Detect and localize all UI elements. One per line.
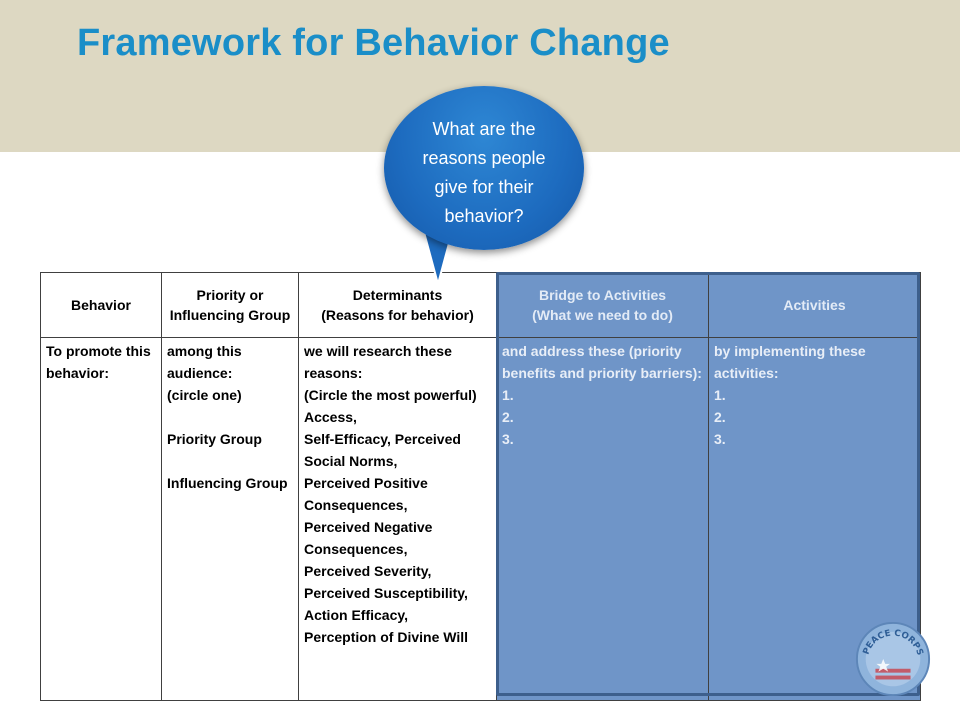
determinants-instruction: (Circle the most powerful) — [304, 387, 477, 403]
determinant-item: Perception of Divine Will — [304, 629, 469, 645]
determinant-item: Perceived Severity, — [304, 563, 432, 579]
slide-title: Framework for Behavior Change — [77, 22, 670, 64]
priority-option-influencing-group: Influencing Group — [167, 475, 288, 491]
determinant-item: Perceived Negative Consequences, — [304, 519, 433, 557]
priority-instruction: (circle one) — [167, 387, 242, 403]
determinant-item: Perceived Positive Consequences, — [304, 475, 428, 513]
header-determinants-line2: (Reasons for behavior) — [321, 307, 474, 323]
speech-bubble-text: What are the reasons people give for their behavior? — [422, 119, 546, 226]
peace-corps-logo — [854, 620, 932, 698]
header-behavior: Behavior — [41, 273, 162, 338]
bridge-intro: and address these (priority benefits and priority barriers): — [502, 343, 702, 381]
header-activities: Activities — [709, 273, 921, 338]
determinant-item: Action Efficacy, — [304, 607, 408, 623]
header-priority-group: Priority or Influencing Group — [162, 273, 299, 338]
activity-item: 3. — [714, 431, 726, 447]
priority-intro: among this audience: — [167, 343, 242, 381]
spacer — [167, 406, 293, 428]
bridge-item: 1. — [502, 387, 514, 403]
bridge-item: 2. — [502, 409, 514, 425]
activity-item: 1. — [714, 387, 726, 403]
header-bridge-line2: (What we need to do) — [532, 307, 673, 323]
behavior-cell: To promote this behavior: — [41, 338, 162, 701]
determinants-cell — [299, 338, 497, 701]
activities-intro: by implementing these activities: — [714, 343, 866, 381]
priority-cell — [162, 338, 299, 701]
determinant-item: Access, — [304, 409, 357, 425]
spacer — [167, 450, 293, 472]
framework-table — [40, 272, 921, 701]
determinant-item: Perceived Susceptibility, — [304, 585, 468, 601]
speech-bubble — [384, 86, 584, 286]
determinants-intro: we will research these reasons: — [304, 343, 452, 381]
header-bridge-line1: Bridge to Activities — [538, 287, 667, 303]
bridge-cell — [497, 338, 709, 701]
priority-option-priority-group: Priority Group — [167, 431, 262, 447]
header-determinants-line1: Determinants — [352, 287, 443, 303]
bridge-item: 3. — [502, 431, 514, 447]
activity-item: 2. — [714, 409, 726, 425]
table-row — [41, 338, 921, 701]
speech-bubble-body — [384, 86, 584, 250]
logo-text-path: PEACE CORPS — [861, 628, 925, 657]
determinant-item: Self-Efficacy, Perceived Social Norms, — [304, 431, 461, 469]
